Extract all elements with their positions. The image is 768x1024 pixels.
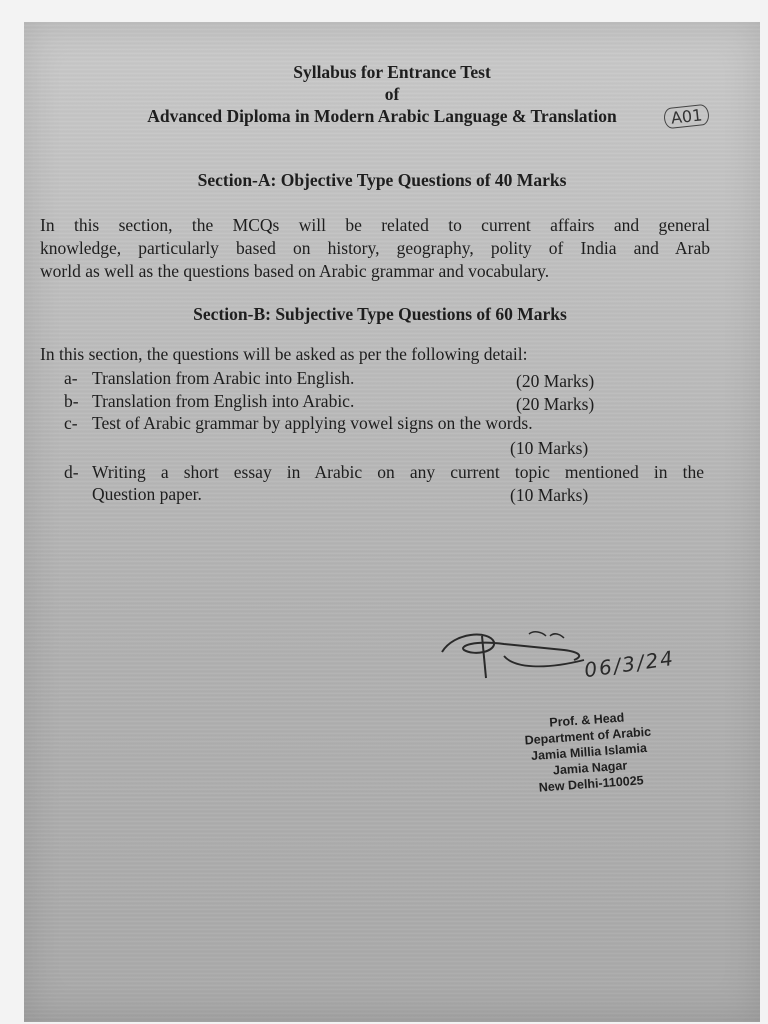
section-a-paragraph — [40, 214, 710, 283]
title-line-3: Advanced Diploma in Modern Arabic Language & Translation — [147, 106, 617, 126]
stamp-line-1: Prof. & Head — [548, 710, 625, 730]
title-line-1: Syllabus for Entrance Test — [293, 62, 491, 82]
title-line-2: of — [384, 84, 400, 104]
item-c-text: Test of Arabic grammar by applying vowel signs on the words. — [92, 413, 533, 433]
item-a-marker: a- — [64, 368, 78, 388]
section-a-line-1: In this section, the MCQs will be related to current affairs and general — [40, 215, 710, 235]
section-a-heading: Section-A: Objective Type Questions of 40 Marks — [197, 170, 567, 190]
item-c-marker: c- — [64, 413, 78, 433]
stamp-line-5: New Delhi-110025 — [538, 773, 645, 795]
section-b-heading: Section-B: Subjective Type Questions of 60 Marks — [193, 304, 567, 324]
scanned-page — [24, 22, 760, 1022]
section-b-intro: In this section, the questions will be asked as per the following detail: — [40, 344, 528, 364]
item-d-marker: d- — [64, 462, 79, 482]
item-d-text-line-2: Question paper. — [92, 484, 202, 504]
stamp-line-2: Department of Arabic — [524, 724, 652, 748]
item-b-marker: b- — [64, 391, 79, 411]
item-b-text: Translation from English into Arabic. — [92, 391, 355, 411]
signature-date-handwritten: 06/3/24 — [582, 645, 677, 683]
section-a-line-2: knowledge, particularly based on history, geography, polity of India and Arab — [40, 238, 710, 258]
stamp-line-4: Jamia Nagar — [552, 758, 628, 778]
item-d-marks: (10 Marks) — [510, 485, 589, 505]
item-d-text-line-1: Writing a short essay in Arabic on any current topic mentioned in the — [92, 462, 704, 482]
item-a-marks: (20 Marks) — [516, 371, 595, 391]
section-a-line-3: world as well as the questions based on Arabic grammar and vocabulary. — [40, 261, 550, 281]
stamp-line-3: Jamia Millia Islamia — [530, 740, 648, 764]
course-code-handwritten: A01 — [663, 104, 710, 130]
item-a-text: Translation from Arabic into English. — [92, 368, 355, 388]
item-c-marks: (10 Marks) — [510, 438, 589, 458]
item-b-marks: (20 Marks) — [516, 394, 595, 414]
department-stamp — [511, 707, 666, 797]
